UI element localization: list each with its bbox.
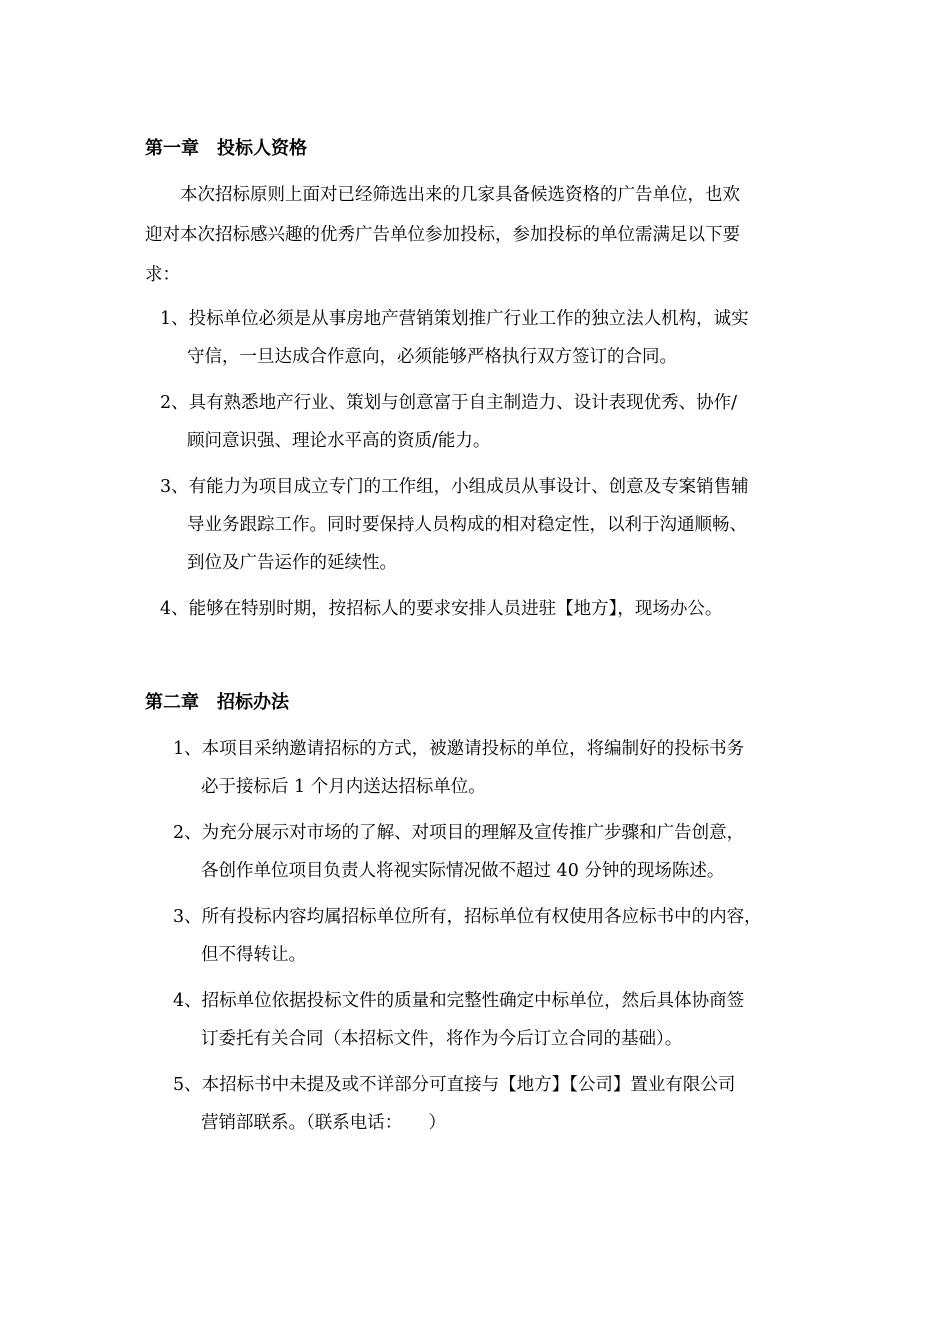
chapter-2-item-4-line-1: 4、招标单位依据投标文件的质量和完整性确定中标单位，然后具体协商签 — [173, 991, 745, 1011]
chapter-1-item-3-line-2: 导业务跟踪工作。同时要保持人员构成的相对稳定性，以利于沟通顺畅、 — [187, 515, 747, 535]
chapter-1-item-2-line-2: 顾问意识强、理论水平高的资质/能力。 — [187, 431, 491, 451]
chapter-1-item-2-line-1: 2、具有熟悉地产行业、策划与创意富于自主制造力、设计表现优秀、协作/ — [160, 393, 738, 413]
chapter-2-heading: 第二章 招标办法 — [145, 692, 289, 713]
chapter-2-item-2-line-1: 2、为充分展示对市场的了解、对项目的理解及宣传推广步骤和广告创意， — [173, 823, 745, 843]
chapter-2-item-5-line-1: 5、本招标书中未提及或不详部分可直接与【地方】【公司】置业有限公司 — [173, 1075, 736, 1095]
chapter-2-item-4-line-2: 订委托有关合同（本招标文件，将作为今后订立合同的基础）。 — [201, 1029, 683, 1049]
chapter-1-item-3-line-1: 3、有能力为项目成立专门的工作组，小组成员从事设计、创意及专案销售辅 — [160, 477, 749, 497]
chapter-1-item-1-line-2: 守信，一旦达成合作意向，必须能够严格执行双方签订的合同。 — [187, 347, 677, 367]
chapter-2-item-5-line-2: 营销部联系。（联系电话： ） — [201, 1113, 446, 1133]
chapter-1-item-1-line-1: 1、投标单位必须是从事房地产营销策划推广行业工作的独立法人机构，诚实 — [160, 309, 749, 329]
chapter-2-item-3-line-2: 但不得转让。 — [201, 945, 306, 965]
chapter-2-item-2-line-2: 各创作单位项目负责人将视实际情况做不超过 40 分钟的现场陈述。 — [201, 861, 725, 881]
intro-line: 求： — [145, 265, 180, 285]
intro-line: 本次招标原则上面对已经筛选出来的几家具备候选资格的广告单位，也欢 — [180, 185, 740, 205]
chapter-2-item-1-line-1: 1、本项目采纳邀请招标的方式，被邀请投标的单位，将编制好的投标书务 — [173, 739, 745, 759]
chapter-1-heading: 第一章 投标人资格 — [145, 138, 307, 159]
chapter-2-item-3-line-1: 3、所有投标内容均属招标单位所有，招标单位有权使用各应标书中的内容， — [173, 907, 762, 927]
chapter-2-item-1-line-2: 必于接标后 1 个月内送达招标单位。 — [201, 777, 486, 797]
chapter-1-item-4-line-1: 4、能够在特别时期，按招标人的要求安排人员进驻【地方】，现场办公。 — [160, 599, 723, 619]
intro-line: 迎对本次招标感兴趣的优秀广告单位参加投标，参加投标的单位需满足以下要 — [145, 225, 740, 245]
chapter-1-item-3-line-3: 到位及广告运作的延续性。 — [187, 553, 397, 573]
